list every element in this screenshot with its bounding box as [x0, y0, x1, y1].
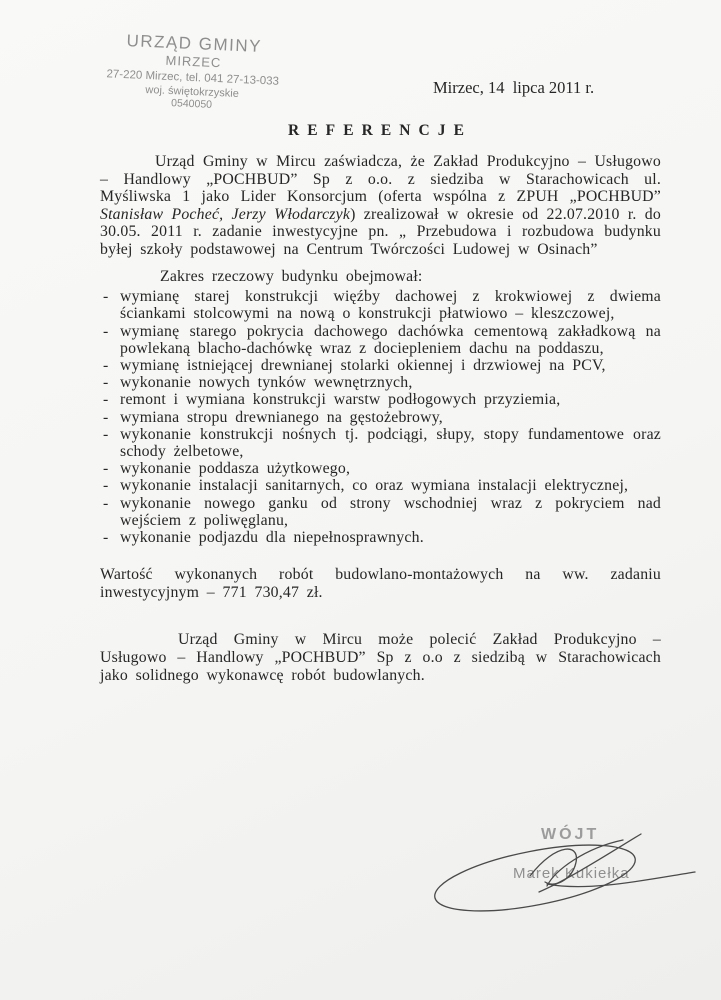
closing-paragraph: Urząd Gminy w Mircu może polecić Zakład Produkcyjno – Usługowo – Handlowy „POCHBUD” Sp z o.o z siedzibą w Starachowicach jako solidnego wykonawcę robót budowlanych.	[100, 631, 661, 684]
list-item: - wymianę istniejącej drewnianej stolarki okiennej i drzwiowej na PCV,	[100, 357, 661, 374]
dash-bullet: -	[103, 460, 109, 478]
list-item: - wykonanie podjazdu dla niepełnosprawnych.	[100, 529, 661, 546]
stamp-number: 0540050	[170, 97, 213, 112]
dash-bullet: -	[103, 322, 109, 340]
scope-list	[100, 288, 661, 546]
list-item: - wymiana stropu drewnianego na gęstożebrowy,	[100, 409, 661, 426]
list-item: - remont i wymiana konstrukcji warstw podłogowych przyziemia,	[100, 391, 661, 408]
signer-name-stamp: Marek Kukiełka	[513, 865, 630, 882]
list-item: - wymianę starej konstrukcji więźby dachowej z krokwiowej z dwiema ściankami stolcowymi na nową o konstrukcji płatwiowo – kleszczowej,	[100, 288, 661, 322]
dash-bullet: -	[103, 529, 109, 546]
stamp-town: MIRZEC	[165, 52, 222, 70]
list-item: - wykonanie nowych tynków wewnętrznych,	[100, 374, 661, 391]
office-stamp	[62, 28, 323, 116]
intro-text-end: ) zrealizował w okresie od 22.07.2010 r. do 30.05. 2011 r. zadanie inwestycyjne pn. „ Przebudowa i rozbudowa budynku byłej szkoły podstawowej na Centrum Twórczości Ludowej w Osinach”	[100, 205, 662, 258]
dash-bullet: -	[103, 408, 109, 426]
scope-heading: Zakres rzeczowy budynku obejmował:	[160, 267, 423, 285]
list-item: - wykonanie konstrukcji nośnych tj. podciągi, słupy, stopy fundamentowe oraz schody żelbetowe,	[100, 426, 661, 460]
stamp-address-phone: 27-220 Mirzec, tel. 041 27-13-033	[106, 68, 280, 89]
dash-bullet: -	[103, 477, 109, 495]
stamp-voivodeship: woj. świętokrzyskie	[145, 83, 240, 100]
value-paragraph: Wartość wykonanych robót budowlano-montażowych na ww. zadaniu inwestycyjnym – 771 730,47 zł.	[100, 566, 661, 601]
dash-bullet: -	[103, 374, 109, 392]
list-item: - wykonanie instalacji sanitarnych, co oraz wymiana instalacji elektrycznej,	[100, 477, 661, 494]
intro-text-start: Urząd Gminy w Mircu zaświadcza, że Zakład Produkcyjno – Usługowo – Handlowy „POCHBUD” Sp z o.o. z siedziba w Starachowicach ul. Myśliwska 1 jako Lider Konsorcjum (oferta wspólna z ZPUH „POCHBUD”	[100, 153, 661, 206]
list-item: - wymianę starego pokrycia dachowego dachówka cementową zakładkową na powlekaną blacho-dachówkę wraz z dociepleniem dachu na poddaszu,	[100, 323, 661, 357]
signature-block	[423, 810, 708, 940]
document-title: REFERENCJE	[288, 122, 472, 139]
dash-bullet: -	[103, 391, 109, 409]
list-item: - wykonanie poddasza użytkowego,	[100, 460, 661, 477]
dash-bullet: -	[103, 288, 109, 306]
signer-title-stamp: WÓJT	[541, 826, 600, 843]
handwritten-signature-flourish	[423, 810, 708, 940]
date-line: Mirzec, 14 lipca 2011 r.	[433, 78, 595, 97]
letter-body	[100, 153, 661, 684]
list-item: - wykonanie nowego ganku od strony wschodniej wraz z pokryciem nad wejściem z poliwęglanu,	[100, 495, 661, 529]
dash-bullet: -	[103, 356, 109, 374]
stamp-office-name: URZĄD GMINY	[126, 31, 263, 56]
dash-bullet: -	[103, 425, 109, 443]
intro-names-italic: Stanisław Pocheć, Jerzy Włodarczyk	[100, 205, 351, 223]
dash-bullet: -	[103, 494, 109, 512]
intro-paragraph	[100, 153, 661, 259]
